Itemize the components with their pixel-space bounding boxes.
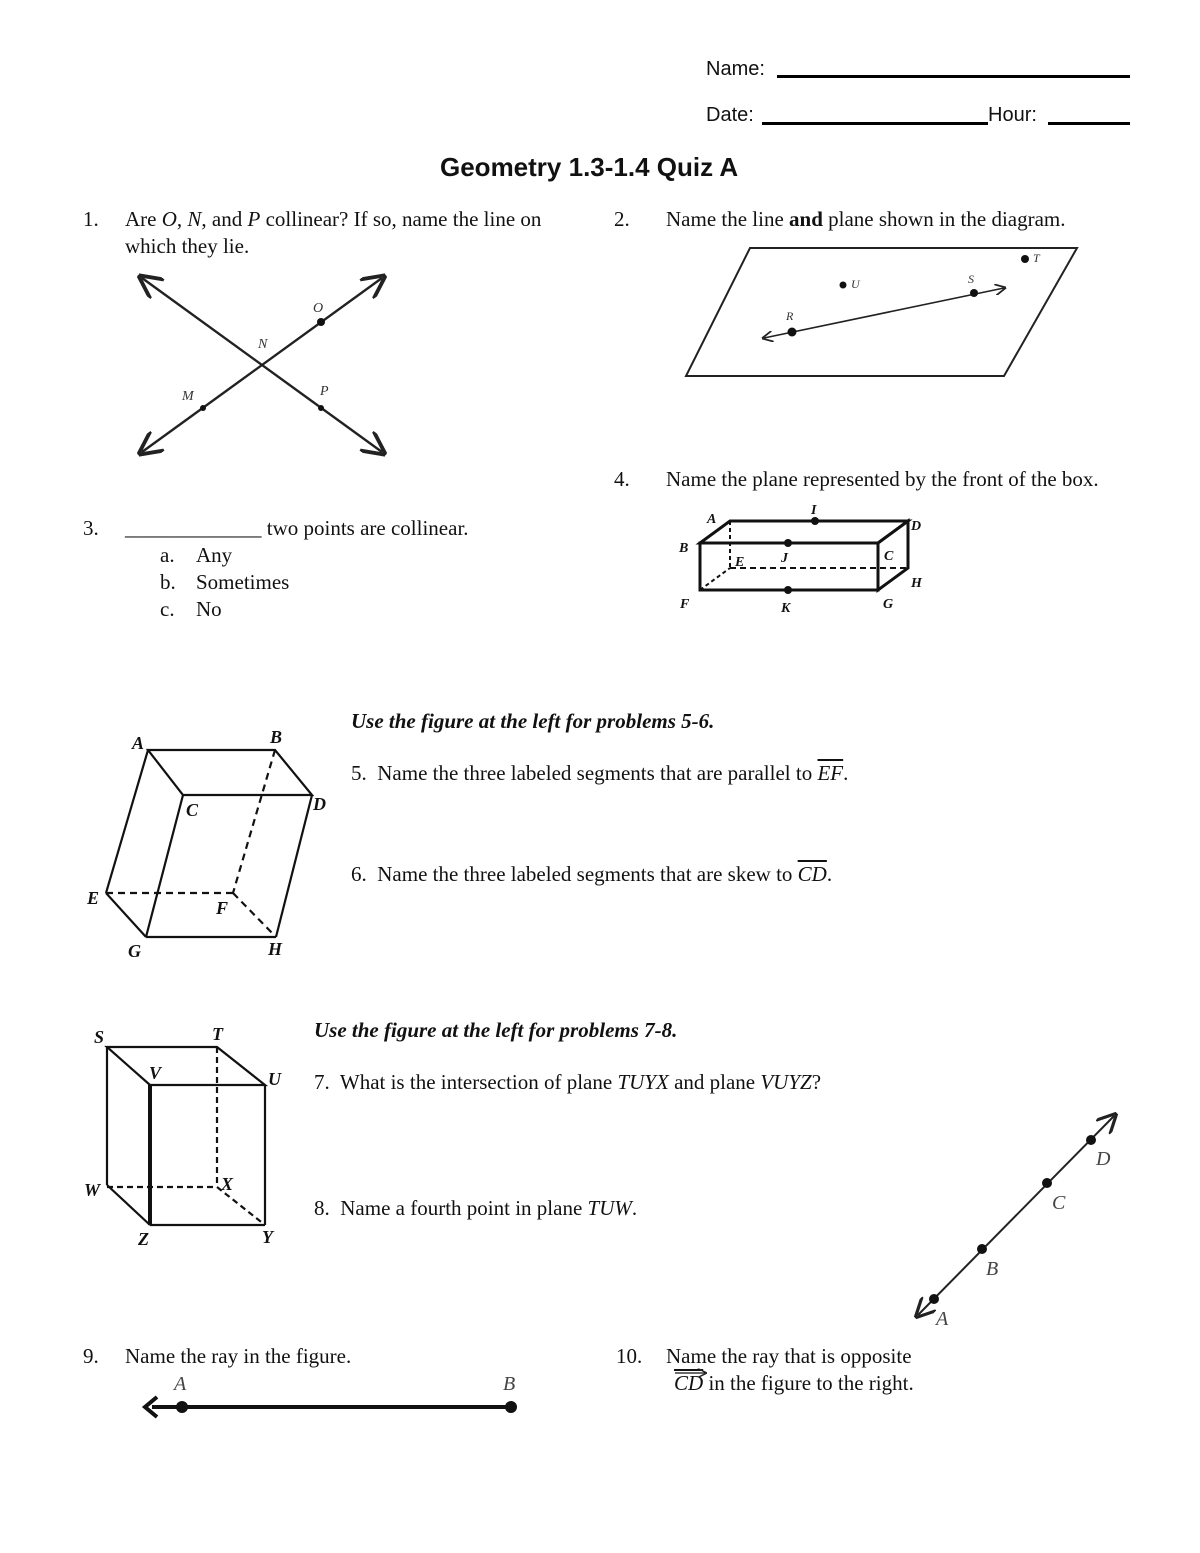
q2-point-u: [840, 282, 847, 289]
q4-label-d: D: [911, 519, 922, 534]
fig78-label-s: S: [94, 1027, 105, 1047]
q5-end: .: [843, 761, 849, 785]
q4-hidden-3: [700, 568, 730, 590]
fig56-edge-cg: [146, 795, 183, 937]
q1-text-b: collinear? If so, name the line on: [260, 207, 542, 231]
q3-option-c-letter: c.: [160, 597, 175, 621]
q2-number: 2.: [614, 207, 630, 231]
fig78-edge-wz: [107, 1185, 150, 1225]
q4-label-c: C: [884, 549, 894, 564]
q1-number: 1.: [83, 207, 99, 231]
q9-label-b: B: [503, 1373, 516, 1395]
q2-bold: and: [789, 207, 823, 231]
q10-text-b: in the figure to the right.: [703, 1371, 914, 1395]
q1-label-m: M: [182, 389, 194, 404]
q4-label-a: A: [707, 512, 717, 527]
fig78-label-y: Y: [262, 1227, 273, 1247]
q8-plane: TUW: [587, 1196, 632, 1220]
q2-label-u: U: [851, 277, 860, 291]
fig56-edge-bf: [233, 750, 275, 893]
q5-number: 5.: [351, 761, 367, 785]
q4-label-g: G: [883, 597, 894, 612]
fig56-label-d: D: [313, 794, 326, 814]
fig56-top-face: [148, 750, 312, 795]
fig56-label-g: G: [128, 941, 141, 961]
q10-label-c: C: [1052, 1192, 1066, 1214]
fig78-label-x: X: [221, 1174, 234, 1194]
q4-point-i: [811, 517, 819, 525]
q7-a: What is the intersection of plane: [339, 1070, 618, 1094]
q4-point-k: [784, 586, 792, 594]
q10-ray-label: $\overline{CD}$: [674, 1371, 704, 1395]
q1-text-c: which they lie.: [125, 234, 250, 258]
q1-label-n: N: [258, 337, 268, 352]
fig78-label-v: V: [149, 1063, 162, 1083]
q9-label-a: A: [174, 1373, 187, 1395]
q1-label-p: P: [320, 384, 329, 399]
q1-point-p: P: [247, 207, 261, 231]
fig56-edge-eg: [106, 893, 146, 937]
q4-number: 4.: [614, 467, 630, 491]
page-title: Geometry 1.3-1.4 Quiz A: [440, 152, 739, 182]
q9-figure: [145, 1373, 517, 1417]
q7-b: and plane: [668, 1070, 761, 1094]
q7-plane-2: VUYZ: [760, 1070, 812, 1094]
q9-point-a: [176, 1401, 188, 1413]
q3-blank[interactable]: _____________: [125, 516, 262, 540]
q9-number: 9.: [83, 1344, 99, 1368]
q2-line-rs: [764, 288, 1004, 338]
q2-figure: [686, 248, 1077, 376]
q10-line-ad: [918, 1116, 1114, 1315]
q3-option-a-text: Any: [196, 543, 233, 567]
q1-point-m-dot: [200, 405, 206, 411]
q10-point-a: [929, 1294, 939, 1304]
q4-label-k: K: [781, 601, 791, 616]
fig56-label-c: C: [186, 800, 199, 820]
q4-label-b: B: [679, 541, 689, 556]
fig56-edge-fh: [233, 893, 276, 937]
q6-end: .: [826, 862, 833, 886]
fig56-label-a: A: [132, 733, 145, 753]
section78-heading: Use the figure at the left for problems 7-8.: [314, 1018, 678, 1042]
q8-a: Name a fourth point in plane: [340, 1196, 588, 1220]
q5-segment-ef: $\overline{EF}$: [817, 761, 844, 785]
q1-point-o: O: [161, 207, 177, 231]
fig56-edge-dh: [276, 795, 312, 937]
q1-point-p-dot: [318, 405, 324, 411]
q10-figure: [918, 1116, 1114, 1330]
q1-sep2: , and: [201, 207, 248, 231]
fig56: [86, 727, 326, 961]
q10-label-d: D: [1096, 1148, 1111, 1170]
q10-text-a: Name the ray that is opposite: [666, 1344, 912, 1368]
q4-label-e: E: [735, 555, 745, 570]
fig78-label-t: T: [212, 1024, 223, 1044]
q10-point-d: [1086, 1135, 1096, 1145]
q8-number: 8.: [314, 1196, 330, 1220]
q4-front-face: [700, 543, 878, 590]
q1-point-o-dot: [317, 318, 325, 326]
q2-label-t: T: [1033, 251, 1040, 265]
q2-label-r: R: [786, 309, 794, 323]
name-label: Name:: [706, 58, 765, 80]
date-label: Date:: [706, 104, 754, 126]
q2-text-b: plane shown in the diagram.: [822, 207, 1066, 231]
q4-label-i: I: [811, 503, 817, 518]
q4-top-face: [700, 521, 908, 543]
q2-label-s: S: [968, 272, 974, 286]
hour-label: Hour:: [988, 104, 1037, 126]
q3-number: 3.: [83, 516, 99, 540]
fig56-label-e: E: [87, 888, 100, 908]
fig78-label-z: Z: [138, 1229, 149, 1249]
q3-option-a-letter: a.: [160, 543, 175, 567]
q10-label-b: B: [986, 1258, 999, 1280]
q2-plane: [686, 248, 1077, 376]
q10-label-a: A: [936, 1308, 949, 1330]
fig78-top-face: [107, 1047, 265, 1085]
q4-figure: [678, 503, 923, 616]
q10-number: 10.: [616, 1344, 643, 1368]
q4-label-h: H: [911, 576, 922, 591]
fig78: [84, 1024, 282, 1249]
fig56-label-b: B: [270, 727, 283, 747]
fig56-label-f: F: [216, 898, 229, 918]
q2-point-r: [788, 328, 797, 337]
q3-option-c-text: No: [196, 597, 222, 621]
q1-figure: [142, 278, 382, 452]
q10-point-c: [1042, 1178, 1052, 1188]
q2-text-a: Name the line: [666, 207, 790, 231]
q1-label-o: O: [313, 301, 324, 316]
q4-label-f: F: [680, 597, 690, 612]
q7-c: ?: [811, 1070, 822, 1094]
q4-label-j: J: [781, 551, 788, 566]
q6-stem: Name the three labeled segments that are skew to: [377, 862, 798, 886]
q1-sep1: ,: [176, 207, 188, 231]
q4-text: Name the plane represented by the front of the box.: [666, 467, 1099, 491]
fig56-edge-ae: [106, 750, 148, 893]
q5-stem: Name the three labeled segments that are parallel to: [377, 761, 818, 785]
q3-stem: two points are collinear.: [261, 516, 469, 540]
q9-point-b: [505, 1401, 517, 1413]
q10-point-b: [977, 1244, 987, 1254]
q4-point-j: [784, 539, 792, 547]
q1-point-n: N: [187, 207, 202, 231]
q2-point-t: [1021, 255, 1029, 263]
q3-option-b-text: Sometimes: [196, 570, 290, 594]
section56-heading: Use the figure at the left for problems 5-6.: [351, 709, 715, 733]
fig56-label-h: H: [268, 939, 283, 959]
q2-point-s: [970, 289, 978, 297]
q6-segment-cd: $\overline{CD}$: [797, 862, 827, 886]
q6-number: 6.: [351, 862, 367, 886]
fig78-label-w: W: [84, 1180, 101, 1200]
q7-number: 7.: [314, 1070, 330, 1094]
fig78-label-u: U: [268, 1069, 281, 1089]
q7-plane-1: TUYX: [617, 1070, 669, 1094]
q9-text: Name the ray in the figure.: [125, 1344, 352, 1368]
q8-b: .: [631, 1196, 638, 1220]
q1-text-a: Are: [125, 207, 162, 231]
q3-option-b-letter: b.: [160, 570, 176, 594]
